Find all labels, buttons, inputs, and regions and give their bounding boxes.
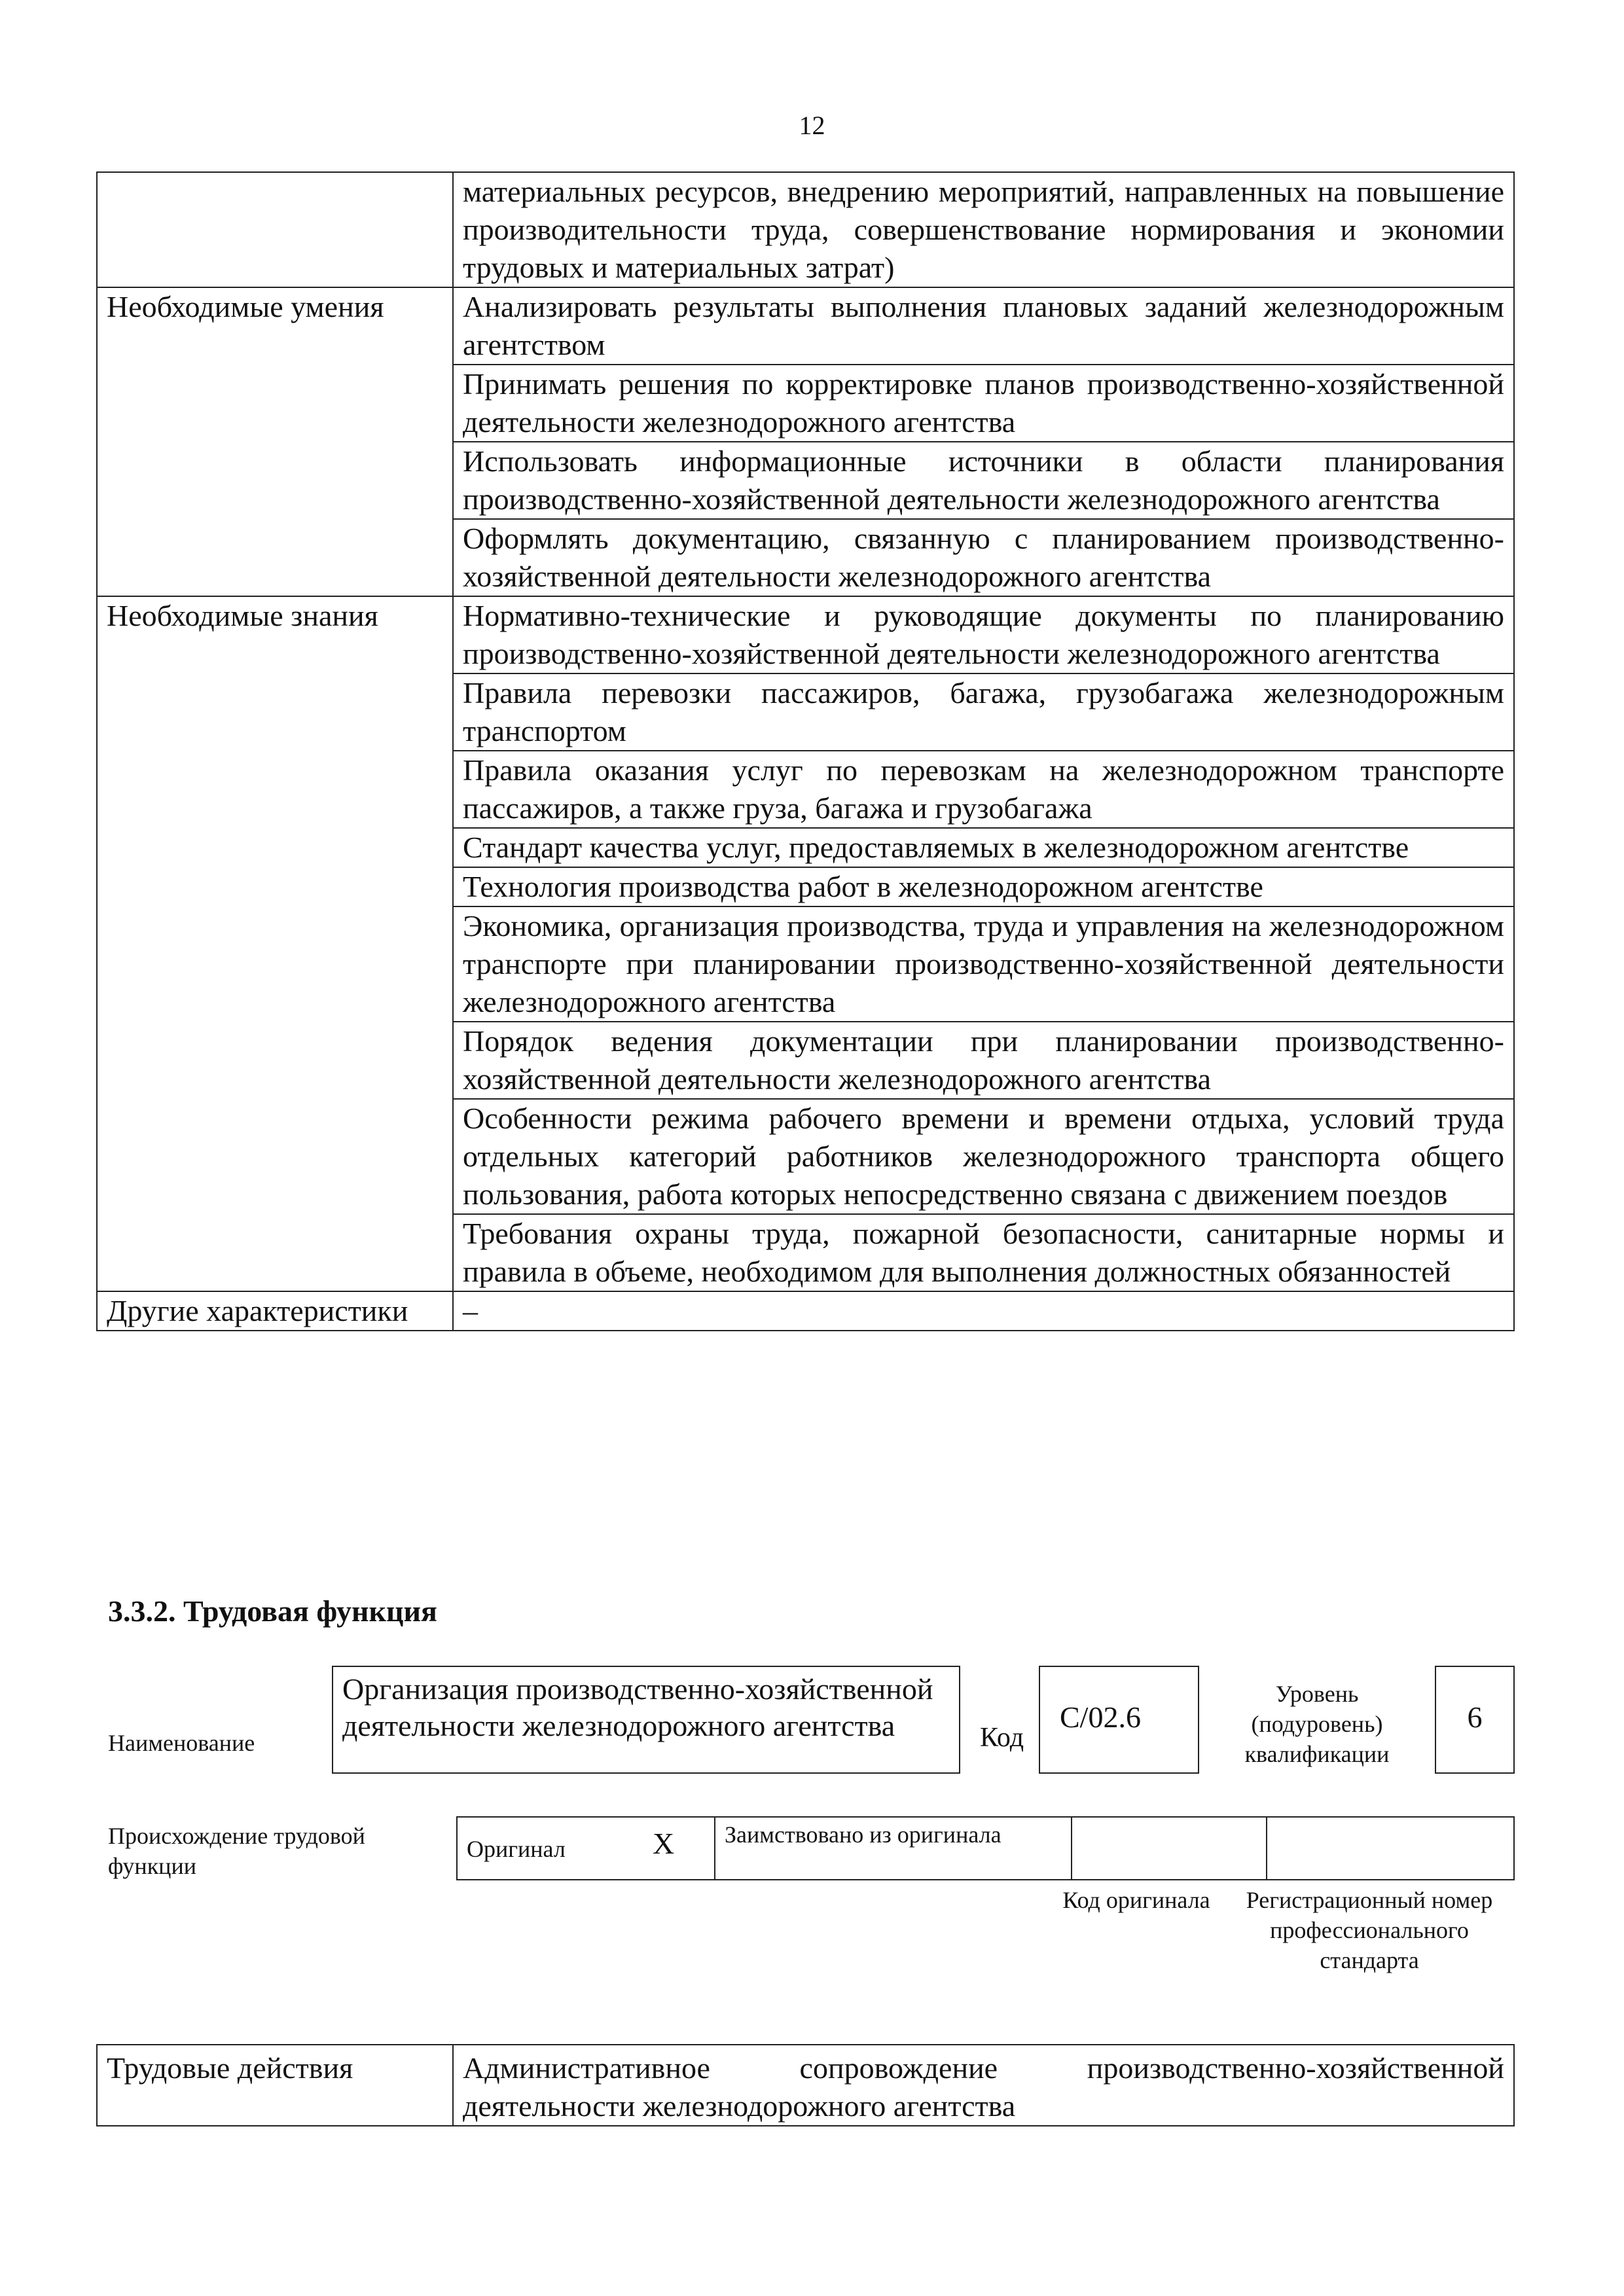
code-original-cell — [1072, 1817, 1267, 1880]
knowledge-item: Правила оказания услуг по перевозкам на железнодорожном транспорте пассажиров, а также груза, багажа и грузобагажа — [453, 751, 1514, 828]
name-label: Наименование — [108, 1730, 255, 1756]
table-row — [97, 2045, 1514, 2126]
skill-item: Анализировать результаты выполнения плановых заданий железнодорожным агентством — [453, 287, 1514, 365]
origin-label: Происхождение трудовой функции — [108, 1823, 365, 1879]
requirements-table — [96, 171, 1515, 1331]
knowledge-item: Правила перевозки пассажиров, багажа, грузобагажа железнодорожным транспортом — [453, 673, 1514, 751]
table-row — [97, 906, 1514, 1022]
table-row — [97, 751, 1514, 828]
level-label: Уровень (подуровень) квалификации — [1244, 1681, 1390, 1767]
original-mark: X — [643, 1817, 715, 1880]
actions-label: Трудовые действия — [97, 2045, 453, 2126]
name-value: Организация производственно-хозяйственной деятельности железнодорожного агентства — [332, 1666, 960, 1774]
code-label: Код — [980, 1723, 1024, 1753]
section-heading: 3.3.2. Трудовая функция — [108, 1594, 437, 1628]
table-row — [97, 365, 1514, 442]
knowledge-item: Экономика, организация производства, труда и управления на железнодорожном транспорте при планировании производственно-хозяйственной деятельности железнодорожного агентства — [453, 906, 1514, 1022]
reg-number-cell — [1267, 1817, 1514, 1880]
table-row — [97, 287, 1514, 365]
actions-table — [96, 2044, 1515, 2126]
table-row — [97, 519, 1514, 596]
table-row — [97, 673, 1514, 751]
table-row — [97, 1291, 1514, 1331]
knowledge-item: Требования охраны труда, пожарной безопасности, санитарные нормы и правила в объеме, необходимом для выполнения должностных обязанностей — [453, 1214, 1514, 1291]
origin-table — [456, 1816, 1515, 1880]
skills-label: Необходимые умения — [97, 287, 453, 365]
table-row — [97, 172, 1514, 287]
table-row — [97, 1022, 1514, 1099]
skill-item: Принимать решения по корректировке планов производственно-хозяйственной деятельности железнодорожного агентства — [453, 365, 1514, 442]
continuation-cell: материальных ресурсов, внедрению мероприятий, направленных на повышение производительности труда, совершенствование нормирования и экономии трудовых и материальных затрат) — [453, 172, 1514, 287]
skill-item: Использовать информационные источники в области планирования производственно-хозяйственной деятельности железнодорожного агентства — [453, 442, 1514, 519]
original-label: Оригинал — [457, 1817, 643, 1880]
other-label: Другие характеристики — [97, 1291, 453, 1331]
other-value: – — [453, 1291, 1514, 1331]
table-row — [457, 1817, 1514, 1880]
table-row — [97, 442, 1514, 519]
knowledge-item: Особенности режима рабочего времени и времени отдыха, условий труда отдельных категорий работников железнодорожного транспорта общего пользования, работа которых непосредственно связана с движением поездов — [453, 1099, 1514, 1214]
knowledge-item: Нормативно-технические и руководящие документы по планированию производственно-хозяйственной деятельности железнодорожного агентства — [453, 596, 1514, 673]
code-original-caption: Код оригинала — [1062, 1887, 1210, 1913]
reg-number-caption: Регистрационный номер профессионального стандарта — [1246, 1887, 1493, 1973]
knowledge-item: Порядок ведения документации при планировании производственно-хозяйственной деятельности железнодорожного агентства — [453, 1022, 1514, 1099]
table-row — [97, 828, 1514, 867]
knowledge-item: Стандарт качества услуг, предоставляемых в железнодорожном агентстве — [453, 828, 1514, 867]
table-row — [97, 867, 1514, 906]
table-row — [97, 1214, 1514, 1291]
table-row — [97, 1099, 1514, 1214]
borrowed-label: Заимствовано из оригинала — [715, 1817, 1072, 1880]
code-value: С/02.6 — [1039, 1666, 1199, 1774]
empty-label-cell — [97, 172, 453, 287]
knowledge-label: Необходимые знания — [97, 596, 453, 673]
skill-item: Оформлять документацию, связанную с планированием производственно-хозяйственной деятельности железнодорожного агентства — [453, 519, 1514, 596]
page-number: 12 — [799, 111, 825, 140]
actions-value: Административное сопровождение производственно-хозяйственной деятельности железнодорожного агентства — [453, 2045, 1514, 2126]
table-row — [97, 596, 1514, 673]
level-value: 6 — [1435, 1666, 1515, 1774]
knowledge-item: Технология производства работ в железнодорожном агентстве — [453, 867, 1514, 906]
